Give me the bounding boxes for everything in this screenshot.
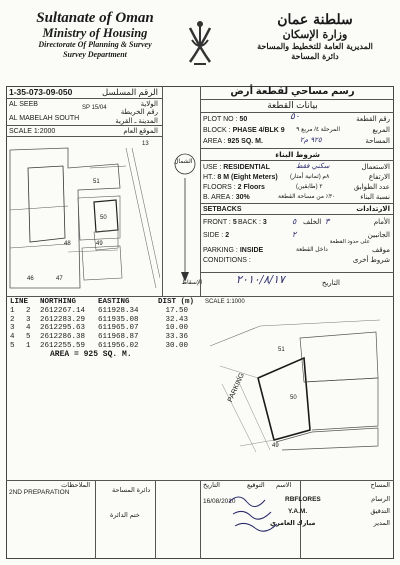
- parking-label-ar: موقف: [372, 247, 390, 254]
- issue-date-handwritten: ٢٠١٠/٨/١٧: [236, 273, 285, 286]
- block-row: BLOCK : PHASE 4/BLK 9: [203, 127, 285, 134]
- back-ar-value: ٣: [325, 217, 330, 226]
- table-header: [10, 298, 198, 307]
- conditions-label: CONDITIONS :: [203, 257, 251, 264]
- floors-value: 2 Floors: [237, 184, 265, 191]
- oman-emblem-icon: [178, 18, 222, 70]
- parking-ar-value: داخل القطعة: [296, 247, 328, 253]
- col-easting: EASTING: [98, 298, 130, 306]
- wilayat-label-ar: الولاية: [140, 101, 158, 108]
- divider: [200, 203, 394, 204]
- total-area: AREA = 925 SQ. M.: [50, 349, 132, 359]
- height-label-ar: الارتفاع: [368, 174, 390, 181]
- detail-label: 51: [278, 347, 285, 353]
- table-row: 5 1 2612255.59 611956.02 30.00: [10, 341, 188, 350]
- surveyor-label-ar: المساح: [370, 482, 390, 489]
- draftsman-label-ar: الرسام: [371, 496, 390, 503]
- director-label-ar: المدير: [373, 520, 390, 527]
- detail-label: 50: [290, 395, 297, 401]
- notes-label-ar: الملاحظات: [61, 482, 90, 489]
- setbacks-label-ar: الارتدادات: [356, 206, 390, 213]
- front-ar-value: ٥: [292, 217, 297, 226]
- use-row: USE : RESIDENTIAL: [203, 164, 270, 171]
- serial-number: 1-35-073-09-050: [9, 87, 73, 97]
- block-ar-value: المرحلة ٤/ مربع ٩: [296, 127, 340, 133]
- front-label-ar: الأمام: [373, 219, 390, 226]
- plot-data-heading-ar: بيانات القطعة: [267, 100, 318, 110]
- footer-date-value: 16/08/2010: [203, 498, 236, 505]
- front-value: 5: [232, 219, 237, 226]
- city-village-value: AL MABELAH SOUTH: [9, 115, 80, 122]
- col-northing: NORTHING: [40, 298, 77, 306]
- building-area-row: B. AREA : 30%: [203, 194, 250, 201]
- stamp-label-ar: ختم الدائرة: [110, 512, 140, 519]
- building-area-label-ar: نسبة البناء: [360, 194, 390, 201]
- projection-label-ar: الإسقاط: [181, 280, 202, 286]
- sketch-label: 51: [93, 179, 100, 185]
- conditions-label-ar: شروط أخرى: [352, 257, 390, 264]
- area-row: AREA : 925 SQ. M.: [203, 138, 263, 145]
- preparation-note: 2ND PREPARATION: [9, 489, 70, 496]
- general-location-ar: الموقع العام: [123, 128, 158, 135]
- divider: [200, 148, 394, 149]
- table-row: 4 5 2612286.38 611968.87 33.36: [10, 333, 188, 342]
- divider: [200, 272, 394, 273]
- sketch-label: 13: [142, 141, 149, 147]
- plot-no-value: 50: [239, 116, 248, 123]
- sign-label-ar: التوقيع: [247, 482, 265, 489]
- wilayat-value: AL SEEB: [9, 101, 38, 108]
- area-ar-value: ٩٢٥ م٢: [300, 136, 322, 144]
- divider: [6, 98, 162, 99]
- header-directorate: Directorate Of Planning & Survey: [38, 40, 152, 49]
- divider: [162, 86, 163, 296]
- checker-name: Y.A.M.: [288, 508, 308, 515]
- area-label-ar: المساحة: [365, 138, 390, 145]
- divider: [200, 214, 394, 215]
- building-area-value: 30%: [235, 194, 250, 201]
- divider: [200, 480, 201, 559]
- table-row: 2 3 2612283.29 611935.08 32.43: [10, 315, 188, 324]
- plot-no-label: PLOT NO : 50: [203, 116, 248, 123]
- header-directorate-ar: المديرية العامة للتخطيط والمساحة: [257, 41, 373, 51]
- setbacks-label: SETBACKS: [203, 206, 242, 213]
- floors-label-ar: عدد الطوابق: [353, 184, 390, 191]
- divider: [95, 480, 96, 559]
- divider: [155, 480, 156, 559]
- sketch-label: 47: [56, 276, 63, 282]
- height-ar-value: ٨م (ثمانية أمتار): [290, 174, 330, 180]
- header-arabic: [240, 12, 390, 61]
- document-title-ar: رسم مساحي لقطعة أرض: [230, 86, 355, 97]
- use-label-ar: الاستعمال: [361, 164, 390, 171]
- sketch-label: 49: [96, 241, 103, 247]
- issue-date-label-ar: التاريخ: [321, 280, 340, 287]
- sketch-label: 48: [64, 241, 71, 247]
- plot-no-label-ar: رقم القطعة: [356, 116, 390, 123]
- use-value: RESIDENTIAL: [223, 164, 270, 171]
- area-value: 925 SQ. M.: [227, 138, 263, 145]
- height-row: HT.: 8 M (Eight Meters): [203, 174, 278, 181]
- table-row: 3 4 2612295.63 611965.07 10.00: [10, 324, 188, 333]
- building-conditions-ar: شروط البناء: [275, 150, 320, 159]
- detail-plot-map: [200, 306, 392, 452]
- divider: [6, 125, 162, 126]
- city-village-label-ar: المدينة ـ القرية: [115, 118, 158, 125]
- header-department-ar: دائرة المساحة: [291, 51, 339, 61]
- side-ar-value: ٢: [292, 230, 297, 239]
- back-row: BACK : 3: [238, 219, 267, 226]
- divider: [6, 136, 162, 137]
- floors-row: FLOORS : 2 Floors: [203, 184, 265, 191]
- floors-ar-value: ٢ (طابقين): [296, 184, 323, 190]
- detail-scale: SCALE 1:1000: [205, 299, 245, 305]
- side-note-ar: على حدود القطعة: [329, 239, 370, 245]
- sketch-label: 46: [27, 276, 34, 282]
- plot-no-ar-value: ٥٠: [290, 112, 300, 122]
- height-value: 8 M (Eight Meters): [217, 174, 278, 181]
- parking-value: INSIDE: [239, 247, 264, 254]
- header-english: [20, 10, 170, 60]
- map-no-value: SP 15/04: [82, 105, 107, 111]
- location-sketch: [8, 138, 160, 294]
- director-name: مبارك العامري: [270, 520, 316, 527]
- side-value: 2: [225, 232, 230, 239]
- draftsman-name: RBFLORES: [285, 496, 321, 503]
- sketch-label: 50: [100, 215, 107, 221]
- header-country: Sultanate of Oman: [36, 10, 154, 26]
- front-row: FRONT : 5: [203, 219, 237, 226]
- col-dist: DIST (m): [158, 298, 195, 306]
- table-row: 1 2 2612267.14 611928.34 17.50: [10, 306, 188, 315]
- small-scale: SCALE 1:2000: [9, 128, 56, 135]
- name-label-ar: الاسم: [276, 482, 292, 489]
- use-ar-value: سكني فقط: [296, 162, 330, 170]
- building-area-ar-value: ٣٠٪ من مساحة القطعة: [278, 194, 336, 200]
- header-ministry: Ministry of Housing: [42, 26, 148, 40]
- north-arrow-icon: [170, 150, 200, 290]
- coordinate-table: [10, 298, 198, 360]
- header-department: Survey Department: [63, 50, 127, 59]
- parking-row: PARKING : INSIDE: [203, 247, 264, 254]
- date-label-ar: التاريخ: [203, 482, 220, 489]
- map-no-label-ar: رقم الخريطة: [120, 109, 158, 116]
- side-label-ar: الجانبين: [367, 232, 390, 239]
- parking-map-label: PARKING: [226, 372, 246, 404]
- signature-scribble: [225, 490, 295, 540]
- header-country-ar: سلطنة عمان: [277, 12, 353, 28]
- detail-label: 49: [272, 443, 279, 449]
- receipt-label-ar: دائرة المساحة: [112, 487, 151, 494]
- serial-label-ar: الرقم المسلسل: [101, 87, 158, 97]
- col-line: LINE: [10, 298, 29, 306]
- divider: [200, 160, 394, 161]
- checker-label-ar: التدقيق: [370, 508, 390, 515]
- divider: [6, 296, 394, 297]
- side-row: SIDE : 2: [203, 232, 230, 239]
- block-label-ar: المربع: [372, 127, 390, 134]
- divider: [200, 86, 201, 296]
- header-ministry-ar: وزارة الإسكان: [282, 28, 348, 41]
- north-label-ar: الشمال: [174, 159, 193, 165]
- block-value: PHASE 4/BLK 9: [232, 127, 285, 134]
- back-value: 3: [262, 219, 267, 226]
- back-label-ar: الخلف: [303, 219, 322, 226]
